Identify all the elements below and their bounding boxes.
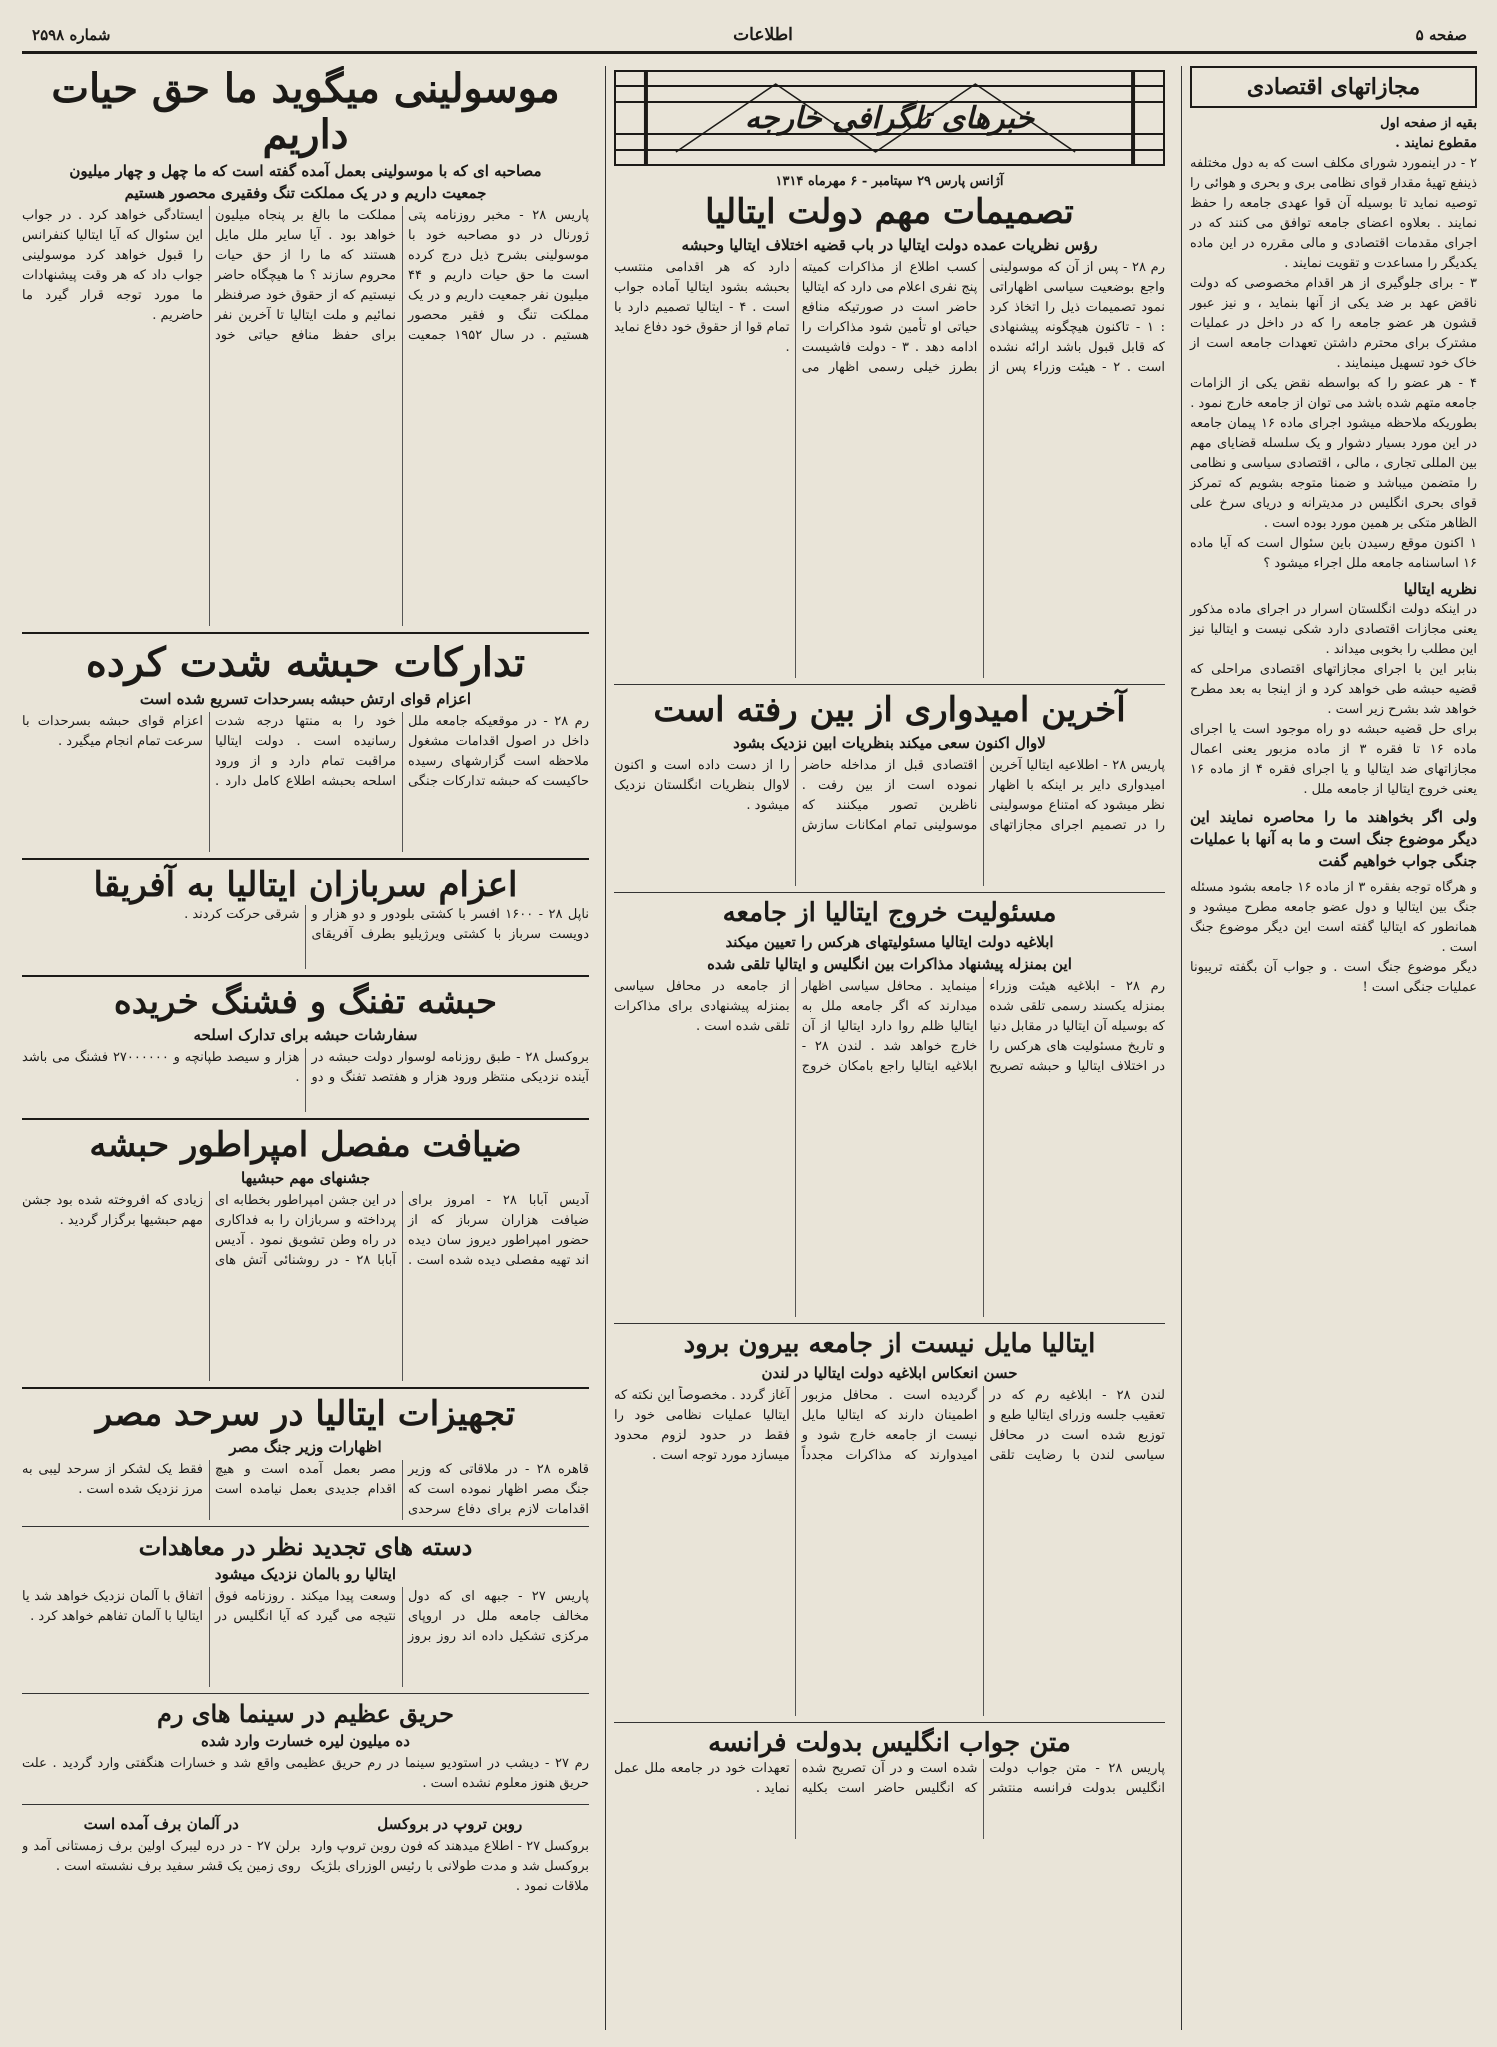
article-treaties: پاریس ۲۷ - جبهه ای که دول مخالف جامعه ملل در اروپای مرکزی تشکیل داده اند روز بروز وسعت پیدا میکند . روزنامه فوق نتیجه می گیرد که آیا انگلیس در اتفاق با آلمان نزدیک خواهد شد یا ایتالیا با آلمان تفاهم خواهد کرد . (22, 1588, 589, 1644)
headline-treaties: دسته های تجدید نظر در معاهدات (138, 1532, 473, 1562)
article-decisions: رم ۲۸ - پس از آن که موسولینی واجع بوضعیت سیاسی اظهاراتی نمود تصمیمات ذیل را اتخاذ کرد : ۱ - تاکنون هیچگونه پیشنهادی که قابل قبول باشد ارائه نشده است . ۲ - هیئت وزراء پس از کسب اطلاع از مذاکرات کمیته پنج نفری اعلام می دارد که ایتالیا حاضر است در صورتیکه منافع حیاتی او تأمین شود مذاکرات را ادامه دهد . ۳ - دولت فاشیست بطرز خیلی رسمی اظهار می دارد که هر اقدامی منتسب بحبشه بشود ایتالیا آماده جواب است . ۴ - ایتالیا تصمیم دارد با تمام قوا از حقوق خود دفاع نماید . (614, 260, 1165, 376)
footer-briefs (22, 1811, 589, 1897)
paragraph: ۴ - هر عضو را که بواسطه نقض یکی از الزامات جامعه متهم شده باشد می توان از جامعه خارج نمود . (1190, 376, 1477, 411)
dateline: آژانس پارس ۲۹ سپتامبر - ۶ مهرماه ۱۳۱۴ (775, 174, 1004, 189)
headline-responsibility: مسئولیت خروج ایتالیا از جامعه (722, 898, 1057, 929)
bold-paragraph: ولی اگر بخواهند ما را محاصره نمایند این دیگر موضوع جنگ است و ما به آنها با عملیات جنگی جواب خواهیم گفت (1190, 808, 1477, 870)
headline-mussolini: موسولینی میگوید ما حق حیات داریم (51, 66, 560, 158)
headline-decisions: تصمیمات مهم دولت ایتالیا (705, 192, 1074, 232)
article-british-reply: پاریس ۲۸ - متن جواب دولت انگلیس بدولت فرانسه منتشر شده است و در آن تصریح شده که انگلیس حاضر است بکلیه تعهدات خود در جامعه ملل عمل نماید . (614, 1760, 1165, 1796)
subhead-not-leaving: حسن انعکاس ابلاغیه دولت ایتالیا در لندن (761, 1363, 1018, 1382)
subhead-treaties: ایتالیا رو بالمان نزدیک میشود (214, 1564, 397, 1583)
subhead-last-hope: لاوال اکنون سعی میکند بنظریات ابین نزدیک بشود (733, 734, 1046, 753)
brief-text: برلن ۲۷ - در دره لیبرک اولین برف زمستانی آمد و روی زمین یک قشر سفید برف نشسته است . (22, 1838, 301, 1874)
brief-text: بروکسل ۲۷ - اطلاع میدهند که فون روبن تروپ وارد بروکسل شد و مدت طولانی با رئیس الوزرای بلژیک ملاقات نمود . (310, 1838, 589, 1894)
article-responsibility: رم ۲۸ - ابلاغیه هیئت وزراء بمنزله یکسند رسمی تلقی شده که بوسیله آن ایتالیا در مقابل دنیا و تاریخ مسئولیت های هرکس را در اختلاف ایتالیا و حبشه تصریح مینماید . محافل سیاسی اظهار میدارند که اگر جامعه ملل به ایتالیا ظلم روا دارد ایتالیا از آن خارج خواهد شد . لندن ۲۸ - ابلاغیه ایتالیا راجع بامکان خروج از جامعه در محافل سیاسی بمنزله پیشنهادی برای مذاکرات تلقی شده است . (614, 979, 1165, 1075)
article-fire: رم ۲۷ - دیشب در استودیو سینما در رم حریق عظیمی واقع شد و خسارات هنگفتی وارد گردید . علت حریق هنوز معلوم نشده است . (22, 1755, 589, 1791)
subhead-rifles: سفارشات حبشه برای تدارک اسلحه (193, 1026, 418, 1045)
subhead-egypt-border: اظهارات وزیر جنگ مصر (229, 1438, 382, 1457)
headline-rifles: حبشه تفنگ و فشنگ خریده (113, 982, 498, 1023)
article-rifles: بروکسل ۲۸ - طبق روزنامه لوسوار دولت حبشه در آینده نزدیکی منتظر ورود هزار و هفتصد تفنگ و دو هزار و سیصد طپانچه و ۲۷۰۰۰۰۰۰ فشنگ می باشد . (22, 1050, 589, 1086)
paragraph: و هرگاه توجه بفقره ۳ از ماده ۱۶ جامعه بشود مسئله جنگ بین ایتالیا و دول عضو جامعه مطرح میشود و همانطور که ایتالیا گفته است این دیگر موضوع جنگ است . (1190, 880, 1477, 955)
subhead-decisions: رؤس نظریات عمده دولت ایتالیا در باب قضیه اختلاف ایتالیا وحبشه (681, 236, 1098, 255)
paragraph: ۲ - در اینمورد شورای مکلف است که به دول مختلفه ذینفع تهیهٔ مقدار قوای نظامی بری و بحری و هوائی را توصیه نماید تا بوسیله آن قوا عهدی جامعه را حفظ نمایند . بعلاوه اعضای جامعه توافق می کنند که در اجرای مقدمات اقتصادی و مالی مقرره در این ماده یکدیگر را مساعدت و تقویت نمایند . (1190, 156, 1477, 271)
article-feast: آدیس آبابا ۲۸ - امروز برای ضیافت هزاران سرباز که از حضور امپراطور دیروز سان دیده اند تهیه مفصلی دیده شده است . در این جشن امپراطور بخطابه ای پرداخته و سربازان را به فداکاری در راه وطن تشویق نمود . آدیس آبابا ۲۸ - در روشنائی آتش های زیادی که افروخته شده بود جشن مهم حبشیها برگزار گردید . (22, 1193, 589, 1269)
closing-paragraph: دیگر موضوع جنگ است . و جواب آن بگفته تریبونا عملیات جنگی است ! (1190, 960, 1477, 995)
brief-heading: در آلمان برف آمده است (83, 1814, 239, 1833)
headline-troops: اعزام سربازان ایتالیا به آفریقا (93, 865, 518, 905)
article-not-leaving: لندن ۲۸ - ابلاغیه رم که در تعقیب جلسه وزرای ایتالیا طبع و توزیع شده است در محافل سیاسی لندن با رضایت تلقی گردیده است . محافل مزبور اطمینان دارند که ایتالیا مایل نیست از جامعه خارج شود و امیدوارند که مذاکرات مجدداً آغاز گردد . مخصوصاً این نکته که ایتالیا عملیات نظامی خود را فقط در حدود لزوم محدود میسازد مورد توجه است . (614, 1387, 1165, 1463)
subhead-preparations: اعزام قوای ارتش حبشه بسرحدات تسریع شده است (139, 690, 472, 708)
article-last-hope: پاریس ۲۸ - اطلاعیه ایتالیا آخرین امیدواری داير بر اینکه با اظهار نظر میشود که امتناع موسولینی را در تصمیم اجرای مجازاتهای اقتصادی قبل از مداخله حاضر نموده است از بین رفت . ناظرین تصور میکنند که موسولینی تمام امکانات سازش را از دست داده است و اکنون لاوال بنظریات انگلستان نزدیک میشود . (614, 758, 1165, 834)
continued-note: بقیه از صفحه اول (1380, 116, 1477, 131)
paragraph: در اینکه دولت انگلستان اسرار در اجرای ماده مذکور یعنی مجازات اقتصادی دارد شکی نیست و ایتالیا نیز این مطلب را بخوبی میداند . (1190, 602, 1477, 657)
headline-last-hope: آخرین امیدواری از بین رفته است (653, 690, 1126, 731)
subheading: نظریه ایتالیا (1403, 580, 1477, 598)
paper-name: اطلاعات (733, 24, 793, 45)
headline-egypt-border: تجهیزات ایتالیا در سرحد مصر (95, 1394, 516, 1435)
headline-preparations: تدارکات حبشه شدت کرده (85, 639, 526, 686)
subhead-responsibility-1: ابلاغیه دولت ایتالیا مسئولیتهای هرکس را تعیین میکند (725, 933, 1054, 952)
page-number: صفحه ۵ (1415, 25, 1467, 44)
paragraph: ۱ اکنون موقع رسیدن باین سئوال است که آیا ماده ۱۶ اساسنامه جامعه ملل اجراء میشود ؟ (1190, 536, 1477, 571)
headline-feast: ضیافت مفصل امپراطور حبشه (89, 1125, 522, 1166)
foreign-news-banner (614, 70, 1165, 166)
headline-not-leaving: ایتالیا مایل نیست از جامعه بیرون برود (683, 1329, 1096, 1360)
subhead-mussolini-1: مصاحبه ای که با موسولینی بعمل آمده گفته است که ما چهل و چهار میلیون (69, 162, 542, 180)
article-preparations: رم ۲۸ - در موقعیکه جامعه ملل داخل در اصول اقدامات مشغول ملاحظه است گزارشهای رسیده حاکیست که حبشه تدارکات جنگی خود را به منتها درجه شدت رسانیده است . دولت ایتالیا مراقبت تمام دارد و از ورود اسلحه بحبشه اطلاع کامل دارد . اعزام قوای حبشه بسرحدات با سرعت تمام انجام میگیرد . (22, 714, 589, 789)
subhead-responsibility-2: این بمنزله پیشنهاد مذاکرات بین انگلیس و ایتالیا تلقی شده (707, 955, 1072, 974)
article-egypt-border: قاهره ۲۸ - در ملاقاتی که وزیر جنگ مصر اظهار نموده است که اقدامات لازم برای دفاع سرحدی مصر بعمل آمده است و هیچ اقدام جدیدی بعمل نیامده است فقط یک لشکر از سرحد لیبی به مرز نزدیک شده است . (22, 1462, 589, 1518)
paragraph: بنابر این با اجرای مجازاتهای اقتصادی مراحلی که قضیه حبشه طی خواهد کرد و از اینجا به بعد مطرح خواهد شد بشرح زیر است . (1190, 662, 1477, 717)
subhead-mussolini-2: جمعیت داریم و در یک مملکت تنگ وفقیری محصور هستیم (124, 184, 487, 202)
left-column (22, 66, 597, 2030)
paragraph: ۳ - برای جلوگیری از هر اقدام مخصوصی که دولت ناقض عهد بر ضد یکی از آنها بنماید ، و نیز عبور قشون هر عضو جامعه را که در داخل در عملیات مشترک برای محترم داشتن تعهدات جامعه است از خاک خود تسهیل مینمایند . (1190, 276, 1477, 371)
newspaper-page (22, 18, 1477, 2030)
paragraph: بطوریکه ملاحظه میشود اجرای ماده ۱۶ پیمان جامعه در این مورد بسیار دشوار و یک سلسله قضایای مهم بین المللی تجاری ، مالی ، اقتصادی سیاسی و نظامی را متضمن میباشد و ضمنا متوجه بشویم که تمرکز قوای بحری انگلیس در مدیترانه و دریای سرخ علی الظاهر متکی بر همین مورد بوده است . (1190, 416, 1477, 531)
paragraph: برای حل قضیه حبشه دو راه موجود است یا اجرای ماده ۱۶ تا فقره ۳ از ماده مزبور یعنی اعمال مجازاتهای ضد ایتالیا و یا اجرای فقره ۴ از ماده ۱۶ یعنی خروج ایتالیا از جامعه ملل . (1190, 722, 1477, 797)
banner-title: خبرهای تلگرافی خارجه (744, 100, 1035, 136)
right-column (1181, 66, 1477, 2030)
economic-sanctions-title: مجازاتهای اقتصادی (1190, 66, 1477, 108)
subhead-feast: جشنهای مهم حبشیها (241, 1169, 370, 1188)
headline-fire: حریق عظیم در سینما های رم (156, 1698, 455, 1728)
brief-ribbentrop (311, 1811, 590, 1897)
subhead-fire: ده میلیون لیره خسارت وارد شده (201, 1731, 410, 1750)
masthead (22, 18, 1477, 54)
middle-column (605, 66, 1173, 2030)
article-mussolini: پاریس ۲۸ - مخبر روزنامه پتی ژورنال در دو مصاحبه خود با موسولینی بشرح ذیل درج کرده است ما حق حیات داریم و ۴۴ میلیون نفر جمعیت داریم و در یک مملکت تنگ و فقیر محصور هستیم . در سال ۱۹۵۲ جمعیت مملکت ما بالغ بر پنجاه میلیون خواهد بود . آیا سایر ملل مایل هستند که ما را از حق حیات محروم سازند ؟ ما هیچگاه حاضر نیستیم که از حقوق خود صرفنظر نمائیم و ملت ایتالیا تا آخرین نفر برای حفظ منافع حیاتی خود ایستادگی خواهد کرد . در جواب این سئوال که آیا ایتالیا کنفرانس را قبول خواهد کرد موسولینی جواب داد که هر وقت پیشنهادات ما مورد توجه قرار گیرد ما حاضریم . (22, 208, 589, 343)
lead-text: مقطوع نمایند . (1395, 136, 1477, 151)
brief-snow (22, 1811, 301, 1897)
issue-number: شماره ۲۵۹۸ (32, 25, 111, 44)
headline-british-reply: متن جواب انگلیس بدولت فرانسه (708, 1727, 1071, 1758)
article-troops: ناپل ۲۸ - ۱۶۰۰ افسر با کشتی بلودور و دو هزار و دویست سرباز با کشتی ویرژیلیو بطرف آفریقای شرقی حرکت کردند . (184, 907, 589, 943)
brief-heading: روبن تروپ در بروکسل (377, 1814, 523, 1833)
